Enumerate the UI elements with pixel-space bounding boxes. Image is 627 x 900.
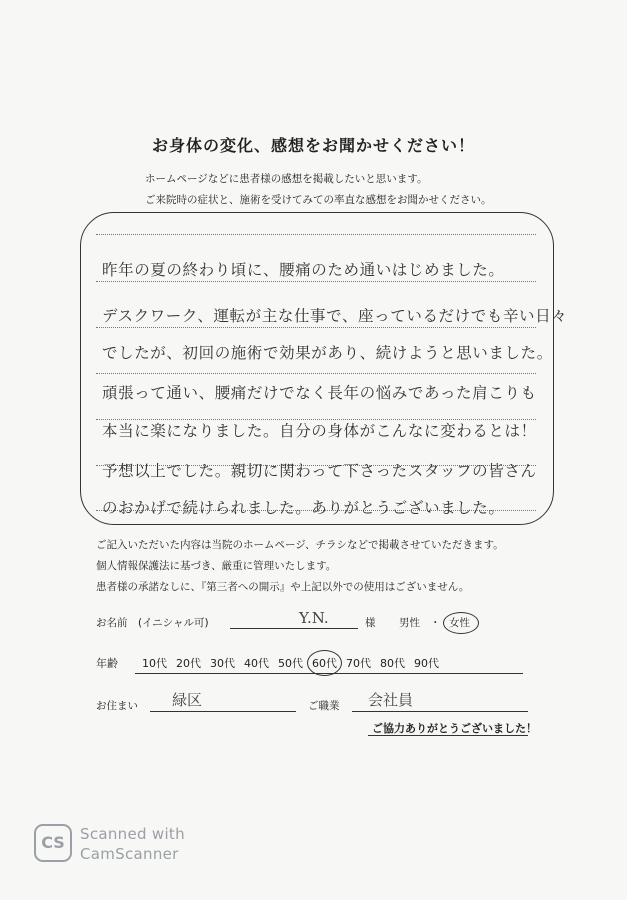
- age-option: 70代: [346, 657, 371, 670]
- page-title: お身体の変化、感想をお聞かせください！: [151, 136, 475, 155]
- age-option: 80代: [380, 657, 405, 670]
- subtitle-line-1: ホームページなどに患者様の感想を掲載したいと思います。: [145, 173, 428, 185]
- handwritten-line: 本当に楽になりました。自分の身体がこんなに変わるとは！: [102, 422, 537, 440]
- name-suffix: 様: [365, 617, 376, 629]
- handwritten-line: 頑張って通い、腰痛だけでなく長年の悩みであった肩こりも: [102, 384, 537, 402]
- subtitle-line-2: ご来院時の症状と、施術を受けてみての率直な感想をお聞かせください。: [145, 194, 492, 206]
- age-option: 90代: [414, 657, 439, 670]
- gender-female: 女性: [449, 617, 470, 629]
- name-value: Y.N.: [299, 609, 329, 627]
- age-option-selected: 60代: [312, 657, 337, 670]
- handwritten-line: デスクワーク、運転が主な仕事で、座っているだけでも辛い日々: [102, 307, 568, 325]
- ruled-line: [96, 327, 536, 328]
- age-option: 20代: [176, 657, 201, 670]
- gender-male: 男性: [399, 617, 420, 629]
- address-label: お住まい: [96, 700, 138, 712]
- ruled-line: [96, 234, 536, 235]
- age-row: [96, 655, 448, 671]
- name-label: お名前 (イニシャル可): [96, 617, 209, 629]
- age-option: 50代: [278, 657, 303, 670]
- handwritten-line: 予想以上でした。親切に関わって下さったスタッフの皆さん: [102, 462, 537, 480]
- job-value: 会社員: [368, 691, 414, 709]
- age-label: 年齢: [96, 657, 118, 670]
- job-label: ご職業: [308, 700, 340, 712]
- ruled-line: [96, 281, 536, 282]
- job-underline: [352, 711, 528, 712]
- gender-separator: ・: [430, 617, 441, 629]
- watermark-line-1: Scanned with: [80, 825, 185, 843]
- age-underline: [135, 673, 523, 674]
- thanks-message: ご協力ありがとうございました！: [372, 722, 537, 735]
- handwritten-line: でしたが、初回の施術で効果があり、続けようと思いました。: [102, 344, 553, 362]
- handwritten-line: のおかげで続けられました。ありがとうございました。: [102, 499, 505, 517]
- watermark-line-2: CamScanner: [80, 845, 179, 863]
- thanks-underline: [368, 735, 528, 736]
- notice-line-3: 患者様の承諾なしに、『第三者への開示』や上記以外での使用はございません。: [96, 581, 470, 593]
- handwritten-line: 昨年の夏の終わり頃に、腰痛のため通いはじめました。: [102, 261, 505, 279]
- address-value: 緑区: [172, 691, 203, 709]
- ruled-line: [96, 373, 536, 374]
- camscanner-logo-icon: CS: [34, 824, 72, 862]
- age-option: 40代: [244, 657, 269, 670]
- age-option: 30代: [210, 657, 235, 670]
- notice-line-1: ご記入いただいた内容は当院のホームページ、チラシなどで掲載させていただきます。: [96, 539, 504, 551]
- notice-line-2: 個人情報保護法に基づき、厳重に管理いたします。: [96, 560, 337, 572]
- name-underline: [230, 628, 358, 629]
- address-underline: [150, 711, 296, 712]
- age-option: 10代: [142, 657, 167, 670]
